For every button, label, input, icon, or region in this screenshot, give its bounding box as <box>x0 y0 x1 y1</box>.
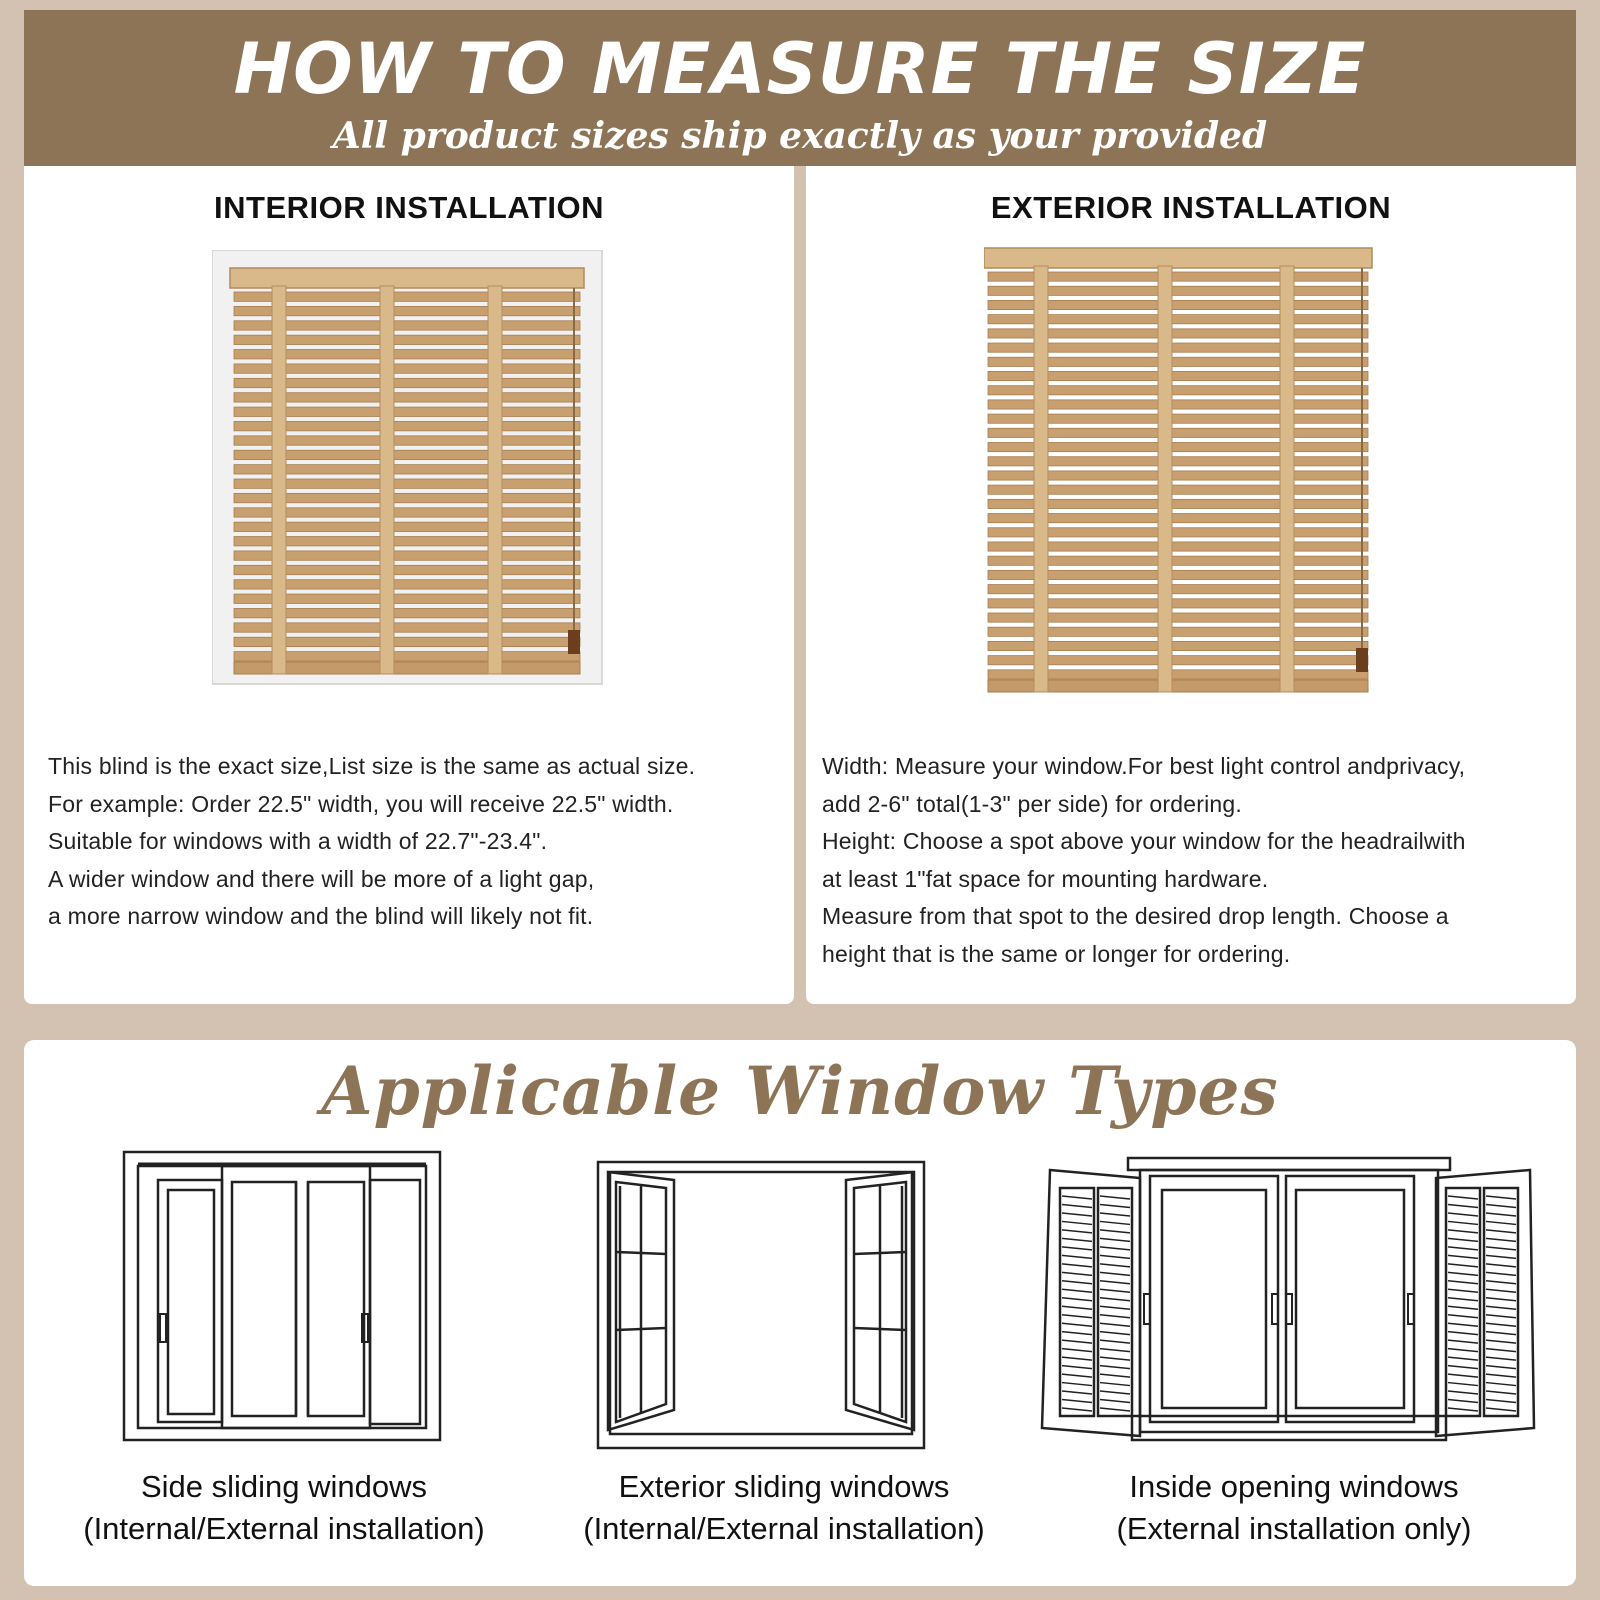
louver <box>1100 1298 1130 1301</box>
louver <box>1448 1238 1478 1241</box>
louver <box>1448 1255 1478 1258</box>
louver <box>1486 1196 1516 1199</box>
headrail <box>230 268 584 288</box>
louver <box>1100 1221 1130 1224</box>
louver <box>1100 1391 1130 1394</box>
louver <box>1100 1366 1130 1369</box>
louver <box>1448 1323 1478 1326</box>
louver <box>1062 1400 1092 1403</box>
louver <box>1100 1408 1130 1411</box>
louver <box>1486 1408 1516 1411</box>
interior-description <box>48 748 788 936</box>
louver <box>1100 1213 1130 1216</box>
louver <box>1100 1281 1130 1284</box>
ladder-tape <box>1034 266 1048 692</box>
louver <box>1448 1289 1478 1292</box>
interior-line: This blind is the exact size,List size is the same as actual size. <box>48 753 696 779</box>
louver <box>1486 1349 1516 1352</box>
page-subtitle: All product sizes ship exactly as your provided <box>332 115 1268 157</box>
louver <box>1448 1247 1478 1250</box>
louver <box>1100 1400 1130 1403</box>
louver <box>1486 1391 1516 1394</box>
louver <box>1486 1204 1516 1207</box>
window-type-note: (External installation only) <box>1116 1511 1472 1546</box>
louver <box>1062 1298 1092 1301</box>
louver <box>1448 1383 1478 1386</box>
exterior-installation-title: EXTERIOR INSTALLATION <box>990 190 1392 225</box>
louver <box>1448 1230 1478 1233</box>
louver <box>1486 1281 1516 1284</box>
louver <box>1062 1272 1092 1275</box>
louver <box>1062 1366 1092 1369</box>
louver <box>1100 1383 1130 1386</box>
louver <box>1448 1221 1478 1224</box>
louver <box>1448 1408 1478 1411</box>
louver <box>1486 1315 1516 1318</box>
shutter-window-icon <box>1040 1156 1538 1456</box>
exterior-blind-image <box>984 246 1384 706</box>
interior-installation-title: INTERIOR INSTALLATION <box>214 190 604 225</box>
louver <box>1448 1306 1478 1309</box>
exterior-installation-panel <box>806 166 1576 1004</box>
louver <box>1100 1315 1130 1318</box>
header-banner <box>24 10 1576 166</box>
window-types-title: Applicable Window Types <box>321 1052 1279 1130</box>
tilt-tassel <box>568 630 580 654</box>
window-type-name: Side sliding windows <box>140 1469 428 1504</box>
interior-blind-image <box>212 250 612 690</box>
exterior-description <box>822 748 1567 973</box>
louver <box>1062 1264 1092 1267</box>
louver <box>1486 1383 1516 1386</box>
louver <box>1062 1230 1092 1233</box>
louver <box>1100 1238 1130 1241</box>
louver <box>1100 1204 1130 1207</box>
louver <box>1448 1400 1478 1403</box>
louver <box>1062 1221 1092 1224</box>
louver <box>1062 1408 1092 1411</box>
tilt-tassel <box>1356 648 1368 672</box>
louver <box>1486 1272 1516 1275</box>
louver <box>1486 1255 1516 1258</box>
louver <box>1062 1315 1092 1318</box>
louver <box>1486 1238 1516 1241</box>
louver <box>1100 1272 1130 1275</box>
casement-window-icon <box>596 1160 926 1450</box>
page-title: HOW TO MEASURE THE SIZE <box>233 28 1367 110</box>
louver <box>1100 1196 1130 1199</box>
interior-line: For example: Order 22.5" width, you will receive 22.5" width. <box>48 790 674 817</box>
louver <box>1062 1289 1092 1292</box>
louver <box>1062 1281 1092 1284</box>
louver <box>1486 1323 1516 1326</box>
window-type-note: (Internal/External installation) <box>83 1511 485 1546</box>
louver <box>1100 1374 1130 1377</box>
window-type-name: Exterior sliding windows <box>618 1469 950 1504</box>
louver <box>1100 1230 1130 1233</box>
headrail <box>984 248 1372 268</box>
louver <box>1062 1383 1092 1386</box>
ladder-tape <box>1280 266 1294 692</box>
ladder-tape <box>272 286 286 674</box>
louver <box>1062 1349 1092 1352</box>
louver <box>1448 1391 1478 1394</box>
interior-installation-panel <box>24 166 794 1004</box>
louver <box>1448 1349 1478 1352</box>
louver <box>1062 1391 1092 1394</box>
louver <box>1448 1315 1478 1318</box>
louver <box>1486 1298 1516 1301</box>
window-types-section <box>24 1040 1576 1586</box>
exterior-line: add 2-6" total(1-3" per side) for ordering. <box>822 790 1242 817</box>
louver <box>1448 1272 1478 1275</box>
louver <box>1062 1238 1092 1241</box>
louver <box>1486 1306 1516 1309</box>
louver <box>1448 1332 1478 1335</box>
louver <box>1486 1221 1516 1224</box>
exterior-line: Height: Choose a spot above your window for the headrailwith <box>822 828 1466 854</box>
interior-line: a more narrow window and the blind will likely not fit. <box>48 903 594 929</box>
louver <box>1486 1340 1516 1343</box>
window-type-label-exterior-sliding <box>524 1466 1044 1550</box>
louver <box>1486 1213 1516 1216</box>
louver <box>1448 1264 1478 1267</box>
louver <box>1448 1366 1478 1369</box>
louver <box>1448 1204 1478 1207</box>
louver <box>1100 1306 1130 1309</box>
louver <box>1486 1289 1516 1292</box>
sliding-window-icon <box>122 1150 442 1442</box>
louver <box>1448 1213 1478 1216</box>
louver <box>1062 1204 1092 1207</box>
louver <box>1062 1357 1092 1360</box>
louver <box>1062 1247 1092 1250</box>
louver <box>1486 1366 1516 1369</box>
louver <box>1448 1374 1478 1377</box>
louver <box>1448 1340 1478 1343</box>
louver <box>1486 1264 1516 1267</box>
exterior-line: Width: Measure your window.For best light control andprivacy, <box>822 753 1466 779</box>
window-type-note: (Internal/External installation) <box>583 1511 985 1546</box>
louver <box>1100 1289 1130 1292</box>
window-type-label-side-sliding <box>24 1466 544 1550</box>
louver <box>1486 1374 1516 1377</box>
louver <box>1062 1306 1092 1309</box>
exterior-line: Measure from that spot to the desired drop length. Choose a <box>822 903 1449 929</box>
louver <box>1486 1332 1516 1335</box>
louver <box>1486 1357 1516 1360</box>
louver <box>1100 1323 1130 1326</box>
louver <box>1448 1196 1478 1199</box>
louver <box>1100 1332 1130 1335</box>
louver <box>1448 1281 1478 1284</box>
interior-line: Suitable for windows with a width of 22.7"-23.4". <box>48 828 548 854</box>
louver <box>1062 1374 1092 1377</box>
louver <box>1100 1349 1130 1352</box>
window-type-label-inside-opening <box>1034 1466 1554 1550</box>
louver <box>1062 1196 1092 1199</box>
louver <box>1100 1357 1130 1360</box>
ladder-tape <box>488 286 502 674</box>
louver <box>1100 1255 1130 1258</box>
louver <box>1062 1213 1092 1216</box>
interior-line: A wider window and there will be more of a light gap, <box>48 865 595 892</box>
louver <box>1100 1340 1130 1343</box>
window-type-name: Inside opening windows <box>1129 1469 1459 1504</box>
louver <box>1448 1298 1478 1301</box>
ladder-tape <box>1158 266 1172 692</box>
exterior-line: at least 1"fat space for mounting hardware. <box>822 865 1269 892</box>
louver <box>1062 1332 1092 1335</box>
louver <box>1486 1230 1516 1233</box>
louver <box>1062 1323 1092 1326</box>
louver <box>1486 1400 1516 1403</box>
louver <box>1486 1247 1516 1250</box>
exterior-line: height that is the same or longer for ordering. <box>822 940 1291 967</box>
louver <box>1062 1255 1092 1258</box>
louver <box>1062 1340 1092 1343</box>
ladder-tape <box>380 286 394 674</box>
louver <box>1100 1264 1130 1267</box>
louver <box>1448 1357 1478 1360</box>
louver <box>1100 1247 1130 1250</box>
